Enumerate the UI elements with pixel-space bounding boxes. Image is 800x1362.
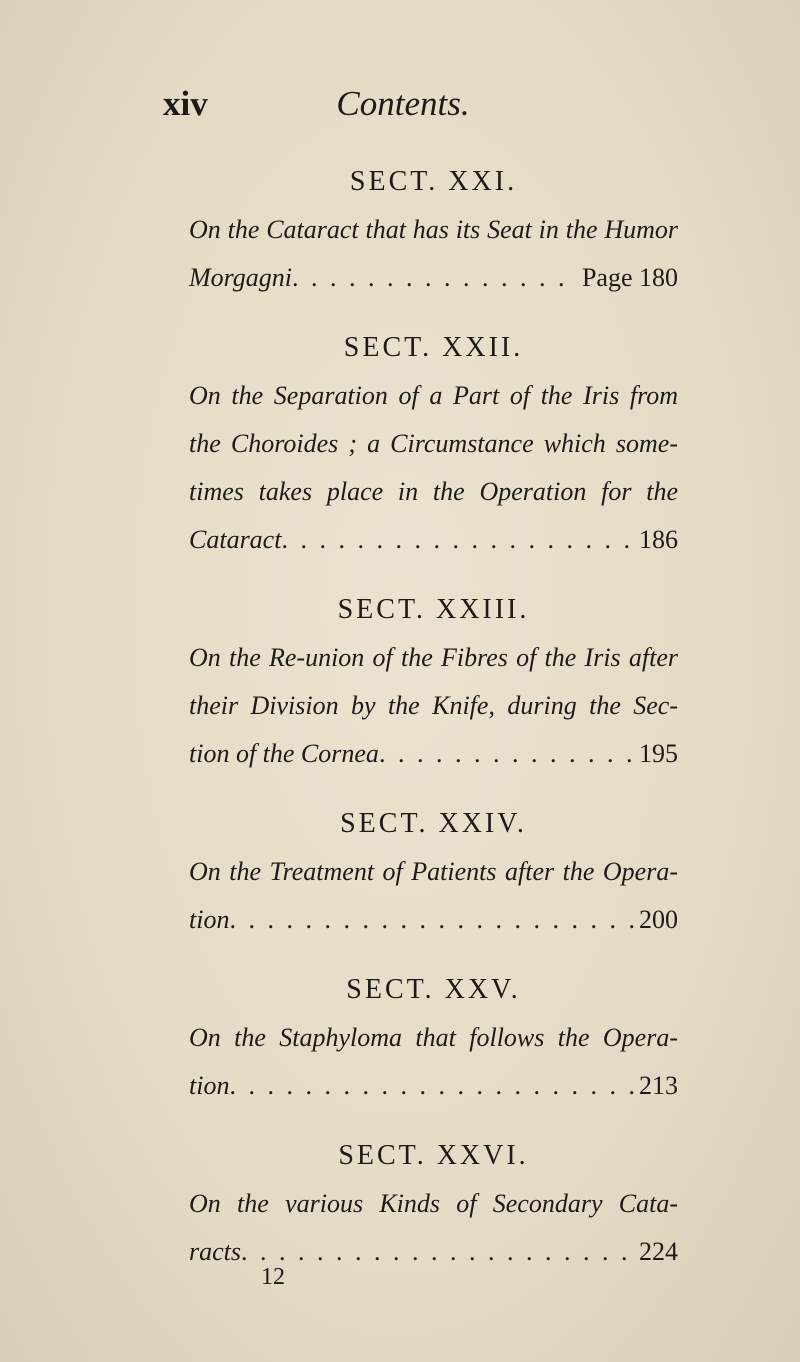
dot-leader (379, 730, 635, 778)
section-title-line: On the Treatment of Patients after the Opera- (189, 857, 678, 886)
dot-leader (292, 254, 578, 302)
section-title-line: their Division by the Knife, during the Sec- (189, 691, 678, 720)
page-number: 186 (639, 525, 678, 554)
section-title-line: times takes place in the Operation for the (189, 477, 678, 506)
section-title-end: Cataract (189, 525, 282, 554)
toc-section (189, 586, 678, 800)
page-number: Page 180 (581, 263, 678, 292)
section-entry-line (189, 730, 678, 778)
section-heading: SECT. XXV. (346, 974, 521, 1005)
page-number: 195 (639, 739, 678, 768)
section-title-line: On the Cataract that has its Seat in the Humor (189, 215, 678, 244)
section-heading: SECT. XXIII. (337, 594, 530, 625)
section-title-end: racts (189, 1237, 241, 1266)
toc-section (189, 966, 678, 1132)
page-number: 200 (639, 905, 678, 934)
dot-leader (229, 896, 635, 944)
section-title-line: On the Staphyloma that follows the Opera- (189, 1023, 678, 1052)
section-title-end: tion of the Cornea (189, 739, 379, 768)
running-title: Contents. (336, 84, 470, 123)
page-number: 224 (639, 1237, 678, 1266)
section-heading: SECT. XXIV. (340, 808, 527, 839)
dot-leader (281, 516, 635, 564)
page-header (163, 84, 663, 134)
section-entry-line (189, 896, 678, 944)
section-entry-line (189, 254, 678, 302)
toc-section (189, 158, 678, 324)
section-title-end: tion (189, 1071, 230, 1100)
section-heading: SECT. XXVI. (338, 1140, 529, 1171)
section-title-line: On the Re-union of the Fibres of the Iris after (189, 643, 678, 672)
section-heading: SECT. XXI. (349, 166, 518, 197)
page-number: 213 (639, 1071, 678, 1100)
folio-number: xiv (163, 84, 208, 123)
signature-mark: 12 (261, 1264, 285, 1290)
table-of-contents (189, 158, 678, 1276)
dot-leader (241, 1228, 635, 1276)
section-title-line: On the various Kinds of Secondary Cata- (189, 1189, 678, 1218)
section-entry-line (189, 1062, 678, 1110)
section-entry-line (189, 516, 678, 564)
section-title-line: the Choroides ; a Circumstance which some- (189, 429, 678, 458)
section-title-end: Morgagni (189, 263, 293, 292)
toc-section (189, 1132, 678, 1276)
dot-leader (229, 1062, 635, 1110)
section-title-line: On the Separation of a Part of the Iris from (189, 381, 678, 410)
toc-section (189, 324, 678, 586)
section-title-end: tion (189, 905, 230, 934)
toc-section (189, 800, 678, 966)
section-heading: SECT. XXII. (343, 332, 524, 363)
